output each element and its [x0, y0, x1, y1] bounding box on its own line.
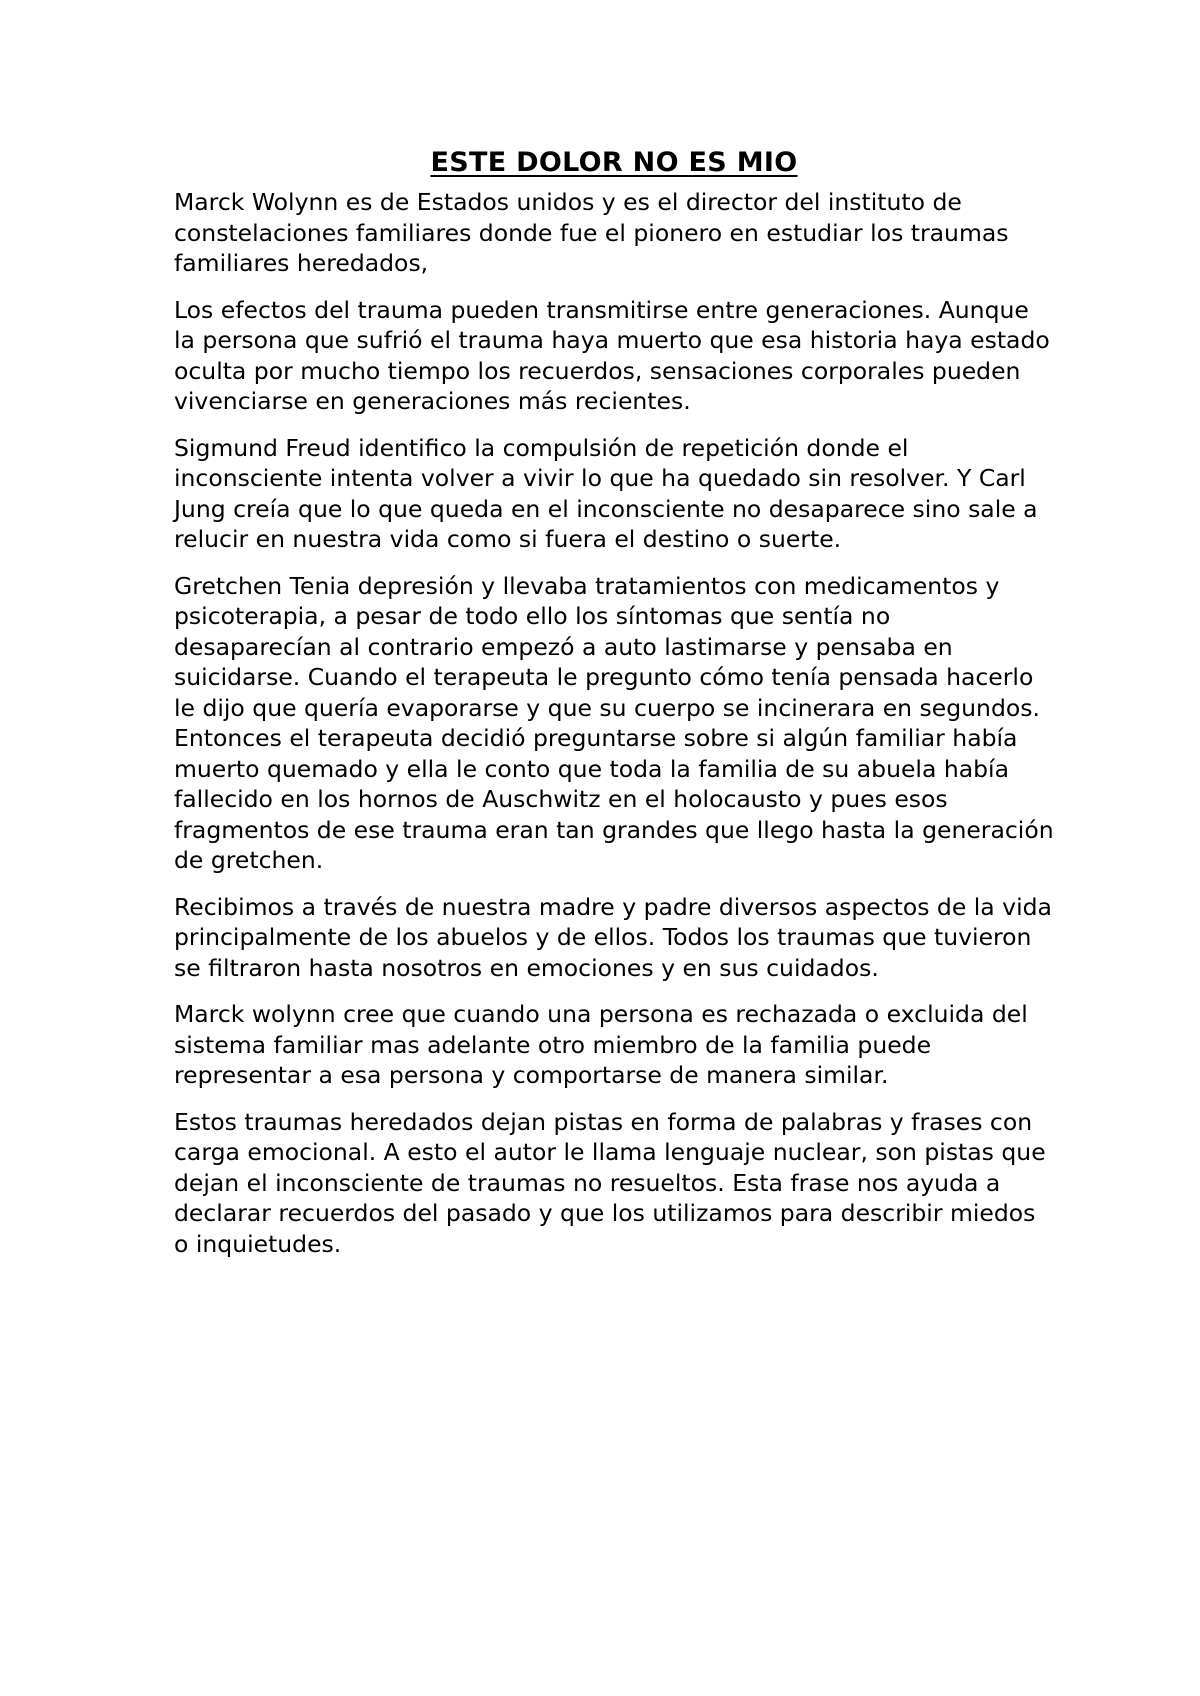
paragraph-exclusion: Marck wolynn cree que cuando una persona es rechazada o excluida del sistema familiar mas adelante otro miembro de la familia puede representar a esa persona y comportarse de manera similar. — [174, 1000, 1028, 1089]
document-body — [174, 146, 1054, 1275]
paragraph-gretchen: Gretchen Tenia depresión y llevaba tratamientos con medicamentos y psicoterapia, a pesar de todo ello los síntomas que sentía no desaparecían al contrario empezó a auto lastimarse y pensaba en suicidarse. Cuando el terapeuta le pregunto cómo tenía pensada hacerlo le dijo que quería evaporarse y que su cuerpo se incinerara en segundos. Entonces el terapeuta decidió preguntarse sobre si algún familiar había muerto quemado y ella le conto que toda la familia de su abuela había fallecido en los hornos de Auschwitz en el holocausto y pues esos fragmentos de ese trauma eran tan grandes que llego hasta la generación de gretchen. — [174, 571, 1054, 874]
paragraph-core-language: Estos traumas heredados dejan pistas en forma de palabras y frases con carga emocional. A esto el autor le llama lenguaje nuclear, son pistas que dejan el inconsciente de traumas no resueltos. Esta frase nos ayuda a declarar recuerdos del pasado y que los utilizamos para describir miedos o inquietudes. — [174, 1107, 1046, 1258]
paragraph-freud-jung: Sigmund Freud identifico la compulsión de repetición donde el inconsciente intenta volver a vivir lo que ha quedado sin resolver. Y Carl Jung creía que lo que queda en el inconsciente no desaparece sino sale a relucir en nuestra vida como si fuera el destino o suerte. — [174, 433, 1038, 553]
paragraph-parents: Recibimos a través de nuestra madre y padre diversos aspectos de la vida principalmente de los abuelos y de ellos. Todos los traumas que tuvieron se filtraron hasta nosotros en emociones y en sus cuidados. — [174, 892, 1052, 982]
paragraph-trauma-effects: Los efectos del trauma pueden transmitirse entre generaciones. Aunque la persona que sufrió el trauma haya muerto que esa historia haya estado oculta por mucho tiempo los recuerdos, sensaciones corporales pueden vivenciarse en generaciones más recientes. — [174, 295, 1050, 415]
document-title: ESTE DOLOR NO ES MIO — [430, 147, 798, 178]
paragraph-intro: Marck Wolynn es de Estados unidos y es el director del instituto de constelaciones familiares donde fue el pionero en estudiar los traumas familiares heredados, — [174, 188, 1009, 277]
